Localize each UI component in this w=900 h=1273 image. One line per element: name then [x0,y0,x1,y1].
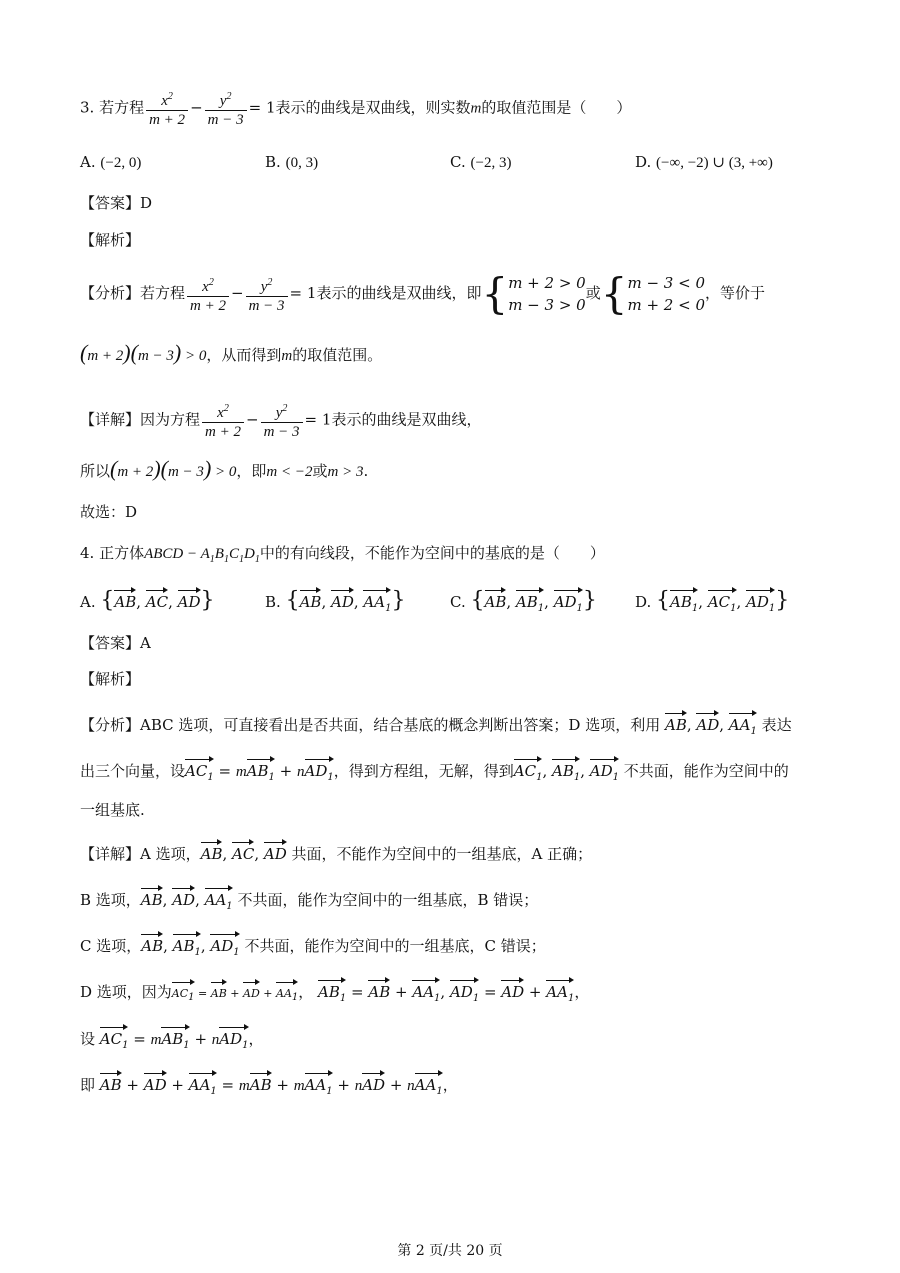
left-brace: { [481,269,509,318]
inequality-system: m + 2 > 0 m − 3 > 0 [508,274,586,314]
fraction: $\frac{y^2}{m - 3}$ [205,88,247,129]
q4-option-b: B. {AB, AD, $AA_1$} [265,588,405,619]
q4-option-d: D. {$AB_1$, $AC_1$, $AD_1$} [635,588,789,619]
q3-choose: 故选：D [80,503,138,521]
fraction: $\frac{x^2}{m + 2}$ [187,274,229,315]
q3-answer: 【答案】D [80,194,153,212]
inequality-system: m − 3 < 0 m + 2 < 0 [627,274,705,314]
q4-option-a: A. {AB, AC, AD} [80,588,215,613]
q3-option-c: C. (−2, 3) [450,153,512,171]
q4-then: 即 AB + AD + $AA_1$ = mAB + mAA$_1$ + nAD + nAA$_1$， [80,1071,458,1102]
q3-detail-cont: 所以(m + 2)(m − 3) > 0，即m < −2或m > 3. [80,456,369,481]
q3-stem: 3. 若方程 $\frac{x^2}{m + 2}$ − $\frac{y^2}{m - 3}$ = 1表示的曲线是双曲线，则实数m的取值范围是（ ） [80,88,631,129]
q3-prefix: 3. 若方程 [80,98,145,117]
q4-fenxi-cont: 出三个向量，设$AC_1 = mAB_1 + nAD_1$，得到方程组，无解，得到$AC_1$, $AB_1$, $AD_1$ 不共面，能作为空间中的 [80,757,789,788]
q4-fenxi-end: 一组基底. [80,801,145,819]
q3-fenxi: 【分析】若方程 $\frac{x^2}{m + 2}$ − $\frac{y^2}{m - 3}$ = 1表示的曲线是双曲线，即{ m + 2 > 0 m − 3 > 0 或{ m − 3 < 0 m + 2 < 0 ，等价于 [80,269,766,318]
q4-detail-b: B 选项，AB, AD, $AA_1$ 不共面，能作为空间中的一组基底，B 错误； [80,886,538,917]
q4-fenxi: 【分析】ABC 选项，可直接看出是否共面，结合基底的概念判断出答案；D 选项，利用 AB, AD, $AA_1$ 表达 [80,711,792,742]
page-footer: 第 2 页/共 20 页 [397,1243,503,1259]
q3-fenxi-cont: (m + 2)(m − 3) > 0，从而得到m的取值范围。 [80,340,383,365]
fraction: $\frac{x^2}{m + 2}$ [202,400,244,441]
fraction: $\frac{x^2}{m + 2}$ [146,88,188,129]
q3-detail: 【详解】因为方程 $\frac{x^2}{m + 2}$ − $\frac{y^2}{m - 3}$ = 1表示的曲线是双曲线， [80,400,481,441]
q3-stem-suffix: 表示的曲线是双曲线，则实数 [275,98,471,117]
q3-option-a: A. (−2, 0) [80,153,142,171]
q3-analysis-tag: 【解析】 [80,231,141,249]
fraction: $\frac{y^2}{m - 3}$ [246,274,288,315]
fraction: $\frac{y^2}{m - 3}$ [261,400,303,441]
left-brace: { [600,269,628,318]
q4-detail-a: 【详解】A 选项，AB, AC, AD 共面，不能作为空间中的一组基底，A 正确； [80,840,592,864]
q4-option-c: C. {AB, $AB_1$, $AD_1$} [450,588,597,619]
variable-m: m [470,100,482,117]
q4-set: 设 $AC_1 = mAB_1 + nAD_1$， [80,1025,264,1056]
q3-option-b: B. (0, 3) [265,153,319,171]
q4-detail-d: D 选项，因为$AC_1$ = AB + AD + $AA_1$， $AB_1$ = AB + $AA_1$, $AD_1$ = AD + $AA_1$， [80,978,589,1009]
q4-stem: 4. 正方体ABCD − $A_1B_1C_1D_1$中的有向线段，不能作为空间中的基底的是（ ） [80,544,605,565]
q3-option-d: D. (−∞, −2) ∪ (3, +∞) [635,153,773,171]
q4-analysis-tag: 【解析】 [80,670,141,688]
q4-detail-c: C 选项，AB, $AB_1$, $AD_1$ 不共面，能作为空间中的一组基底，C 错误； [80,932,546,963]
q3-stem-end: 的取值范围是（ ） [481,98,632,117]
q4-answer: 【答案】A [80,634,151,652]
